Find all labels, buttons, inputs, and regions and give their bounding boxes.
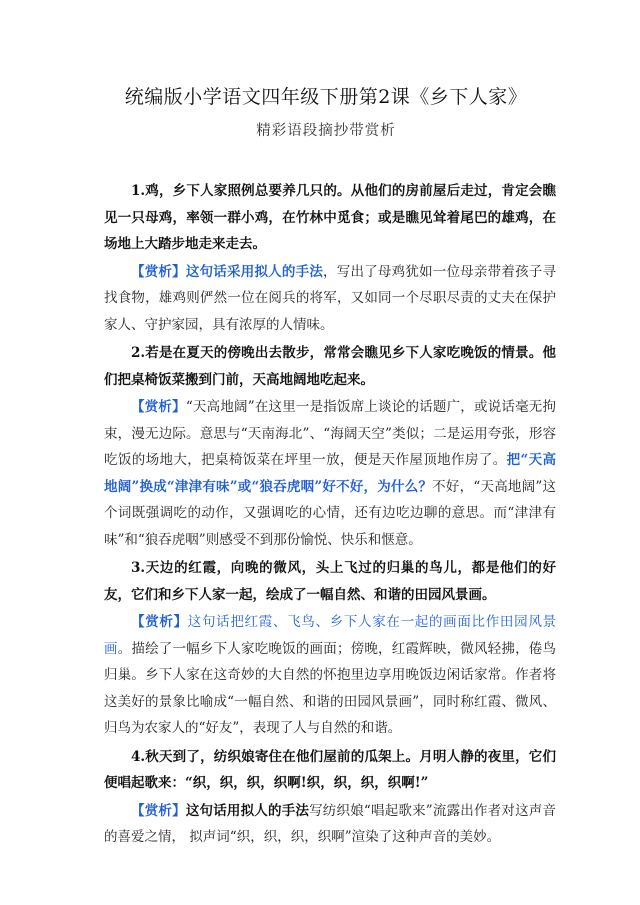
appreciation-2-question: 把“天高地阔”换成“津津有味”或“狼吞虎咽”好不好，为什么？ xyxy=(104,452,557,495)
appreciation-tag: 【赏析】 xyxy=(131,802,186,819)
appreciation-tag: 【赏析】 xyxy=(131,614,188,630)
excerpt-3: 3.天边的红霞，向晚的微风，头上飞过的归巢的鸟儿，都是他们的好友，它们和乡下人家一起，绘成了一幅自然、和谐的田园风景画。 xyxy=(104,560,556,603)
appreciation-2 xyxy=(104,394,556,553)
appreciation-4-text: 写纺织娘“唱起歌来”流露出作者对这声音的喜爱之情， 拟声词“织，织，织，织啊”渲染了这种声音的美妙。 xyxy=(104,802,557,845)
appreciation-1 xyxy=(104,259,556,339)
excerpt-4: 4.秋天到了，纺织娘寄住在他们屋前的瓜架上。月明人静的夜里，它们便唱起歌来：“织，织，织，织啊!织，织，织，织啊!” xyxy=(104,748,556,791)
appreciation-3-lead: 这句话把红霞、飞鸟、乡下人家在一起的画面比作田园风景画 xyxy=(104,614,557,657)
page-title: 统编版小学语文四年级下册第2课《乡下人家》 xyxy=(124,86,528,108)
appreciation-2-text-b: 不好，“天高地阔”这个词既强调吃的动作，又强调吃的心情，还有边吃边聊的意思。而“津津有味”和“狼吞虎咽”则感受不到那份愉悦、快乐和惬意。 xyxy=(104,478,556,548)
appreciation-4-lead: 这句话用拟人的手法 xyxy=(185,802,310,819)
appreciation-1-lead: 这句话采用拟人的手法 xyxy=(185,263,324,280)
appreciation-3 xyxy=(104,609,556,742)
appreciation-3-text: 。描绘了一幅乡下人家吃晚饭的画面；傍晚，红霞辉映，微风轻拂，倦鸟归巢。乡下人家在这奇妙的大自然的怀抱里边享用晚饭边闲话家常。作者将这美好的景象比喻成“一幅自然、和谐的田园风景画”，同时称红霞、微风、归鸟为农家人的“好友”，表现了人与自然的和谐。 xyxy=(104,640,556,736)
appreciation-4 xyxy=(104,798,556,851)
appreciation-2-text-a: “天高地阔”在这里一是指饭席上谈论的话题广，或说话毫无拘束，漫无边际。意思与“天南海北”、“海阔天空”类似；二是运用夸张，形容吃饭的场地大，把桌椅饭菜在坪里一放，便是天作屋顶地作房了。 xyxy=(104,399,557,468)
appreciation-tag: 【赏析】 xyxy=(131,399,186,415)
appreciation-1-text: ，写出了母鸡犹如一位母亲带着孩子寻找食物，雄鸡则俨然一位在阅兵的将军，又如同一个尽职尽责的丈夫在保护家人、守护家园，具有浓厚的人情味。 xyxy=(104,263,557,333)
appreciation-tag: 【赏析】 xyxy=(131,263,186,280)
page-subtitle: 精彩语段摘抄带赏析 xyxy=(256,123,396,139)
excerpt-1: 1.鸡，乡下人家照例总要养几只的。从他们的房前屋后走过，肯定会瞧见一只母鸡，率领一群小鸡，在竹林中觅食；或是瞧见耸着尾巴的雄鸡，在场地上大踏步地走来走去。 xyxy=(104,183,556,252)
excerpt-2: 2.若是在夏天的傍晚出去散步，常常会瞧见乡下人家吃晚饭的情景。他们把桌椅饭菜搬到门前，天高地阔地吃起来。 xyxy=(104,345,556,388)
